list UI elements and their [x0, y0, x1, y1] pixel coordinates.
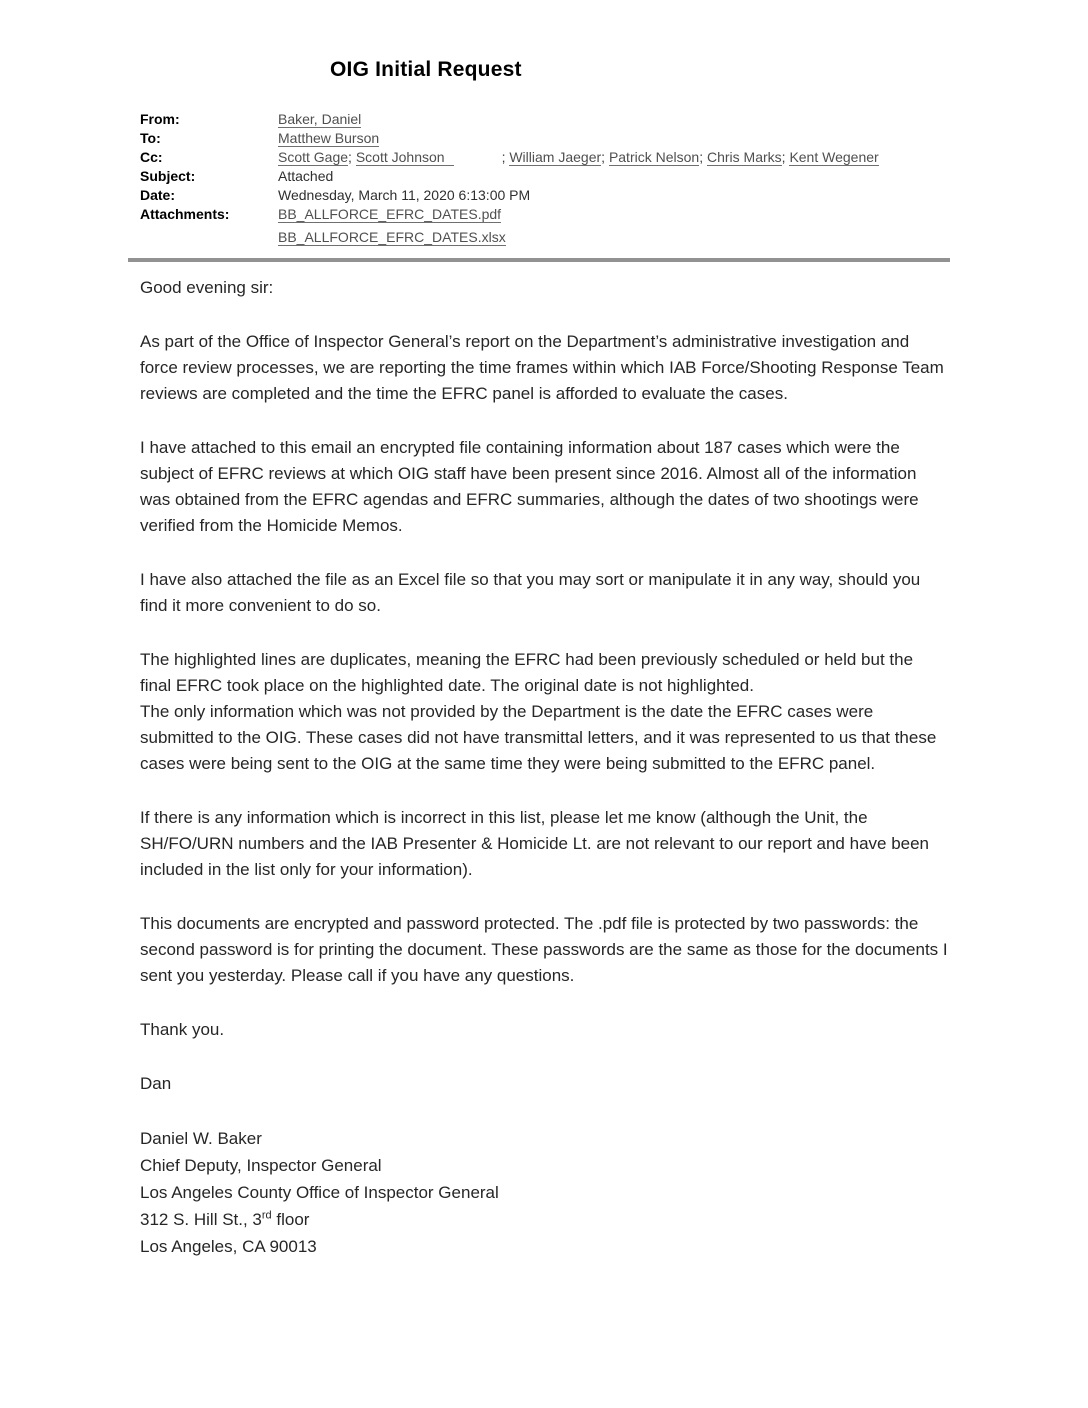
body-paragraph: [140, 647, 948, 777]
header-row-to: [140, 129, 948, 148]
cc-link-scott-johnson[interactable]: Scott Johnson: [356, 149, 454, 166]
body-paragraph: I have attached to this email an encrypted file containing information about 187 cases which were the subject of EFRC reviews at which OIG staff have been present since 2016. Almost all of the information was obtained from the EFRC agendas and EFRC summaries, although the dates of two shootings were verified from the Homicide Memos.: [140, 438, 919, 535]
cc-separator: ;: [501, 149, 510, 165]
signature-address: [140, 1206, 948, 1233]
cc-link-scott-gage[interactable]: Scott Gage: [278, 149, 349, 165]
attachments-label: Attachments:: [140, 206, 230, 222]
body-paragraph: This documents are encrypted and password protected. The .pdf file is protected by two passwords: the second password is for printing the document. These passwords are the same as those for the documents I sent you yesterday. Please call if you have any questions.: [140, 914, 948, 985]
signature-name: Daniel W. Baker: [140, 1129, 262, 1148]
address-ordinal-suffix: rd: [261, 1209, 272, 1222]
cc-separator: ;: [781, 149, 790, 165]
signature-city: Los Angeles, CA 90013: [140, 1237, 317, 1256]
header-row-subject: [140, 167, 948, 186]
date-label: Date:: [140, 187, 176, 203]
body-paragraph: I have also attached the file as an Excel file so that you may sort or manipulate it in any way, should you find it more convenient to do so.: [140, 570, 921, 615]
address-street: 312 S. Hill St., 3: [140, 1210, 262, 1229]
date-value: Wednesday, March 11, 2020 6:13:00 PM: [278, 187, 531, 203]
email-header: [140, 110, 948, 251]
cc-label: Cc:: [140, 149, 163, 165]
header-divider: [128, 258, 950, 262]
greeting-line: Good evening sir:: [140, 278, 274, 297]
header-row-date: [140, 186, 948, 205]
address-floor: floor: [271, 1210, 310, 1229]
attachment-link-pdf[interactable]: BB_ALLFORCE_EFRC_DATES.pdf: [278, 206, 502, 222]
to-link[interactable]: Matthew Burson: [278, 130, 380, 146]
from-label: From:: [140, 111, 180, 127]
body-paragraph: If there is any information which is incorrect in this list, please let me know (although the Unit, the SH/FO/URN numbers and the IAB Presenter & Homicide Lt. are not relevant to our report and have been included in the list only for your information).: [140, 808, 930, 879]
signature-org: Los Angeles County Office of Inspector General: [140, 1183, 499, 1202]
signature-title: Chief Deputy, Inspector General: [140, 1156, 382, 1175]
cc-link-kent-wegener[interactable]: Kent Wegener: [789, 149, 879, 165]
closing-line: Thank you.: [140, 1020, 225, 1039]
signoff-line: Dan: [140, 1074, 172, 1093]
email-title: OIG Initial Request: [330, 58, 522, 81]
paragraph-line: The highlighted lines are duplicates, meaning the EFRC had been previously scheduled or held but the final EFRC took place on the highlighted date. The original date is not highlighted.: [140, 650, 914, 695]
signature-block: [140, 1125, 948, 1260]
header-row-cc: [140, 148, 948, 167]
header-row-attachments: [140, 205, 948, 251]
cc-link-chris-marks[interactable]: Chris Marks: [706, 149, 782, 165]
cc-separator: ;: [348, 149, 356, 165]
cc-recipients: [278, 148, 879, 167]
email-body: [140, 275, 948, 1260]
attachment-link-xlsx[interactable]: BB_ALLFORCE_EFRC_DATES.xlsx: [278, 229, 506, 245]
subject-value: Attached: [278, 168, 334, 184]
cc-link-william-jaeger[interactable]: William Jaeger: [509, 149, 602, 165]
subject-label: Subject:: [140, 168, 196, 184]
from-link[interactable]: Baker, Daniel: [278, 111, 362, 127]
paragraph-line: The only information which was not provided by the Department is the date the EFRC cases were submitted to the OIG. These cases did not have transmittal letters, and it was represented to us that these cases were being sent to the OIG at the same time they were being submitted to the EFRC panel.: [140, 702, 937, 773]
body-paragraph: As part of the Office of Inspector General’s report on the Department’s administrative investigation and force review processes, we are reporting the time frames within which IAB Force/Shooting Response Team reviews are completed and the time the EFRC panel is afforded to evaluate the cases.: [140, 332, 944, 403]
attachments-list: [278, 205, 506, 251]
cc-separator: ;: [601, 149, 609, 165]
cc-separator: ;: [699, 149, 707, 165]
to-label: To:: [140, 130, 161, 146]
header-row-from: [140, 110, 948, 129]
cc-link-patrick-nelson[interactable]: Patrick Nelson: [608, 149, 700, 165]
